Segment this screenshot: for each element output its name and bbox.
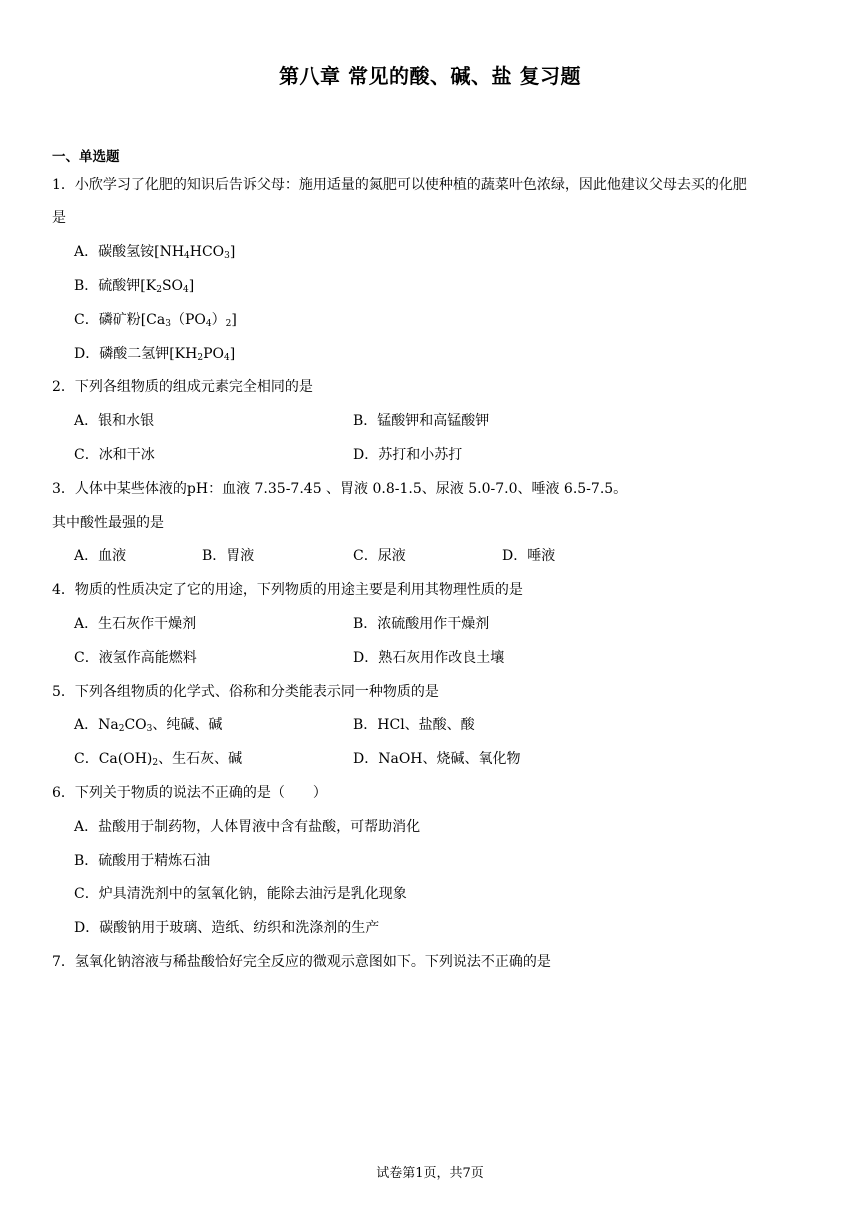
question-1-text-cont: 是 (52, 210, 66, 226)
question-5-option-b[interactable]: B．HCl、盐酸、酸 (353, 717, 475, 733)
question-6-option-c[interactable]: C．炉具清洗剂中的氢氧化钠，能除去油污是乳化现象 (74, 886, 407, 902)
question-3-option-a[interactable]: A．血液 (74, 548, 127, 564)
question-2-text: 2．下列各组物质的组成元素完全相同的是 (52, 379, 313, 395)
question-2-option-d[interactable]: D．苏打和小苏打 (353, 447, 463, 463)
question-2-option-b[interactable]: B．锰酸钾和高锰酸钾 (353, 413, 490, 429)
question-4-option-a[interactable]: A．生石灰作干燥剂 (74, 616, 197, 632)
question-4-option-d[interactable]: D．熟石灰用作改良土壤 (353, 650, 505, 666)
question-6-text: 6．下列关于物质的说法不正确的是（ ） (52, 785, 327, 801)
question-5-option-c[interactable]: C．$Ca(OH)_2$、生石灰、碱 (74, 751, 243, 768)
question-5-option-d[interactable]: D．NaOH、烧碱、氧化物 (353, 751, 521, 767)
question-4-option-b[interactable]: B．浓硫酸用作干燥剂 (353, 616, 490, 632)
question-5-option-a[interactable]: A．$Na_2CO_3$、纯碱、碱 (74, 717, 223, 734)
question-2-option-a[interactable]: A．银和水银 (74, 413, 155, 429)
question-5-text: 5．下列各组物质的化学式、俗称和分类能表示同一种物质的是 (52, 684, 439, 700)
question-3-text: 3．人体中某些体液的pH：血液 7.35-7.45 、胃液 0.8-1.5、尿液 5.0-7.0、唾液 6.5-7.5。 (52, 481, 628, 497)
question-6-option-b[interactable]: B．硫酸用于精炼石油 (74, 853, 211, 869)
question-3-option-b[interactable]: B．胃液 (202, 548, 255, 564)
question-2-option-c[interactable]: C．冰和干冰 (74, 447, 155, 463)
question-6-option-d[interactable]: D．碳酸钠用于玻璃、造纸、纺织和洗涤剂的生产 (74, 920, 380, 936)
question-1-option-a[interactable]: A．碳酸氢铵$[NH_4HCO_3]$ (74, 244, 236, 261)
question-1-option-c[interactable]: C．磷矿粉$[Ca_3(PO_4)_2]$ (74, 312, 237, 329)
question-1-option-d[interactable]: D．磷酸二氢钾$[KH_2PO_4]$ (74, 346, 236, 363)
page-footer: 试卷第1页，共7页 (376, 1166, 484, 1181)
question-4-option-c[interactable]: C．液氢作高能燃料 (74, 650, 197, 666)
section-heading: 一、单选题 (52, 149, 120, 165)
page-title: 第八章 常见的酸、碱、盐 复习题 (279, 64, 581, 88)
question-4-text: 4．物质的性质决定了它的用途，下列物质的用途主要是利用其物理性质的是 (52, 582, 523, 598)
question-1-option-b[interactable]: B．硫酸钾$[K_2SO_4]$ (74, 278, 195, 295)
question-3-text-cont: 其中酸性最强的是 (52, 515, 164, 531)
question-6-option-a[interactable]: A．盐酸用于制药物，人体胃液中含有盐酸，可帮助消化 (74, 819, 421, 835)
question-1-text: 1．小欣学习了化肥的知识后告诉父母：施用适量的氮肥可以使种植的蔬菜叶色浓绿，因此他建议父母去买的化肥 (52, 177, 747, 193)
question-3-option-d[interactable]: D．唾液 (502, 548, 556, 564)
question-7-text: 7．氢氧化钠溶液与稀盐酸恰好完全反应的微观示意图如下。下列说法不正确的是 (52, 954, 551, 970)
question-3-option-c[interactable]: C．尿液 (353, 548, 406, 564)
